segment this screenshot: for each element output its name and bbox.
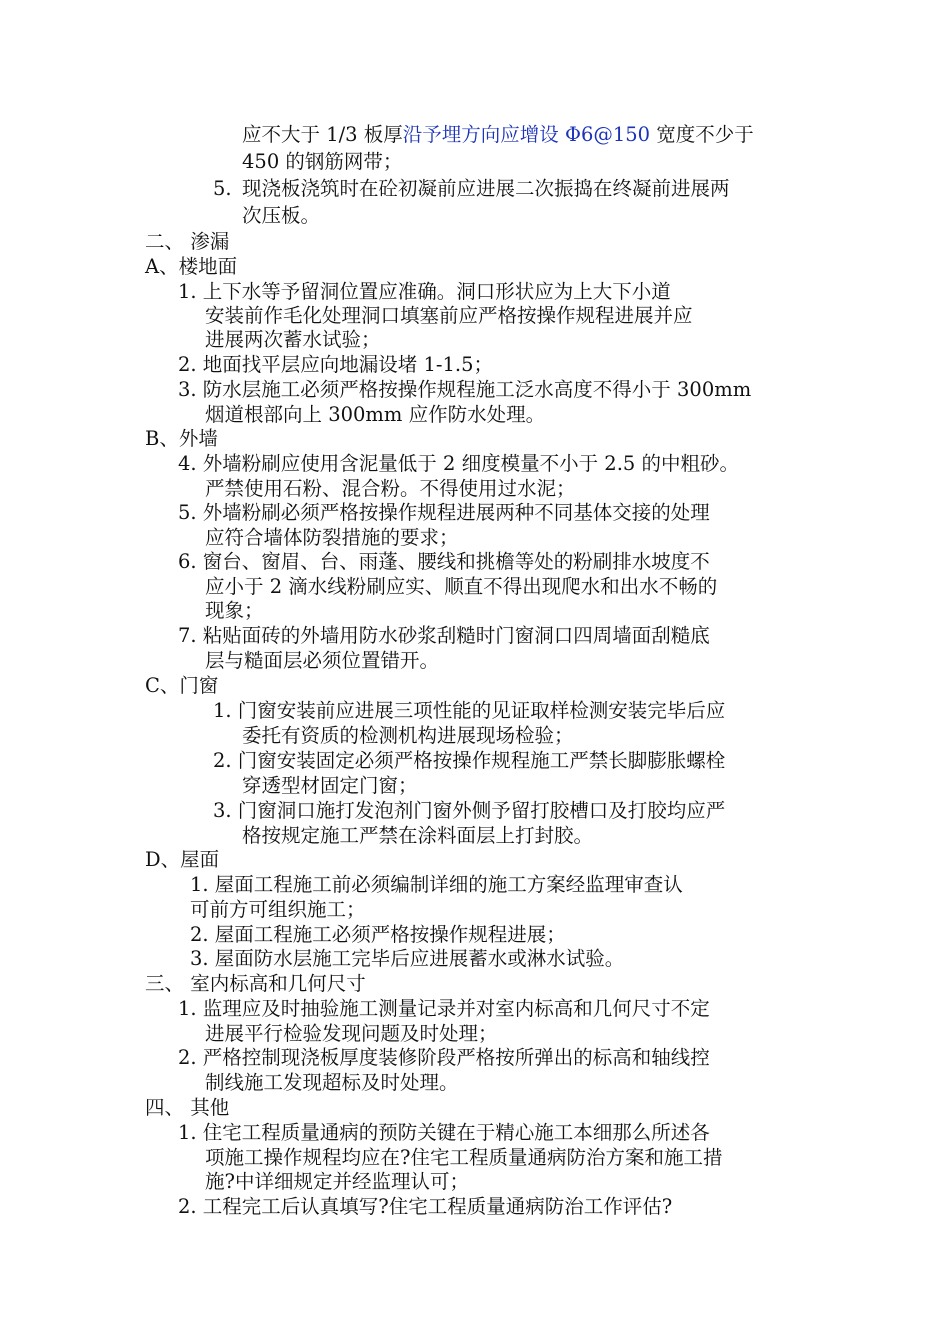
list-item: 1. 上下水等予留洞位置应准确。洞口形状应为上大下小道 (178, 280, 671, 303)
list-item: 2. 门窗安装固定必须严格按操作规程施工严禁长脚膨胀螺栓 (213, 749, 726, 772)
section-heading: 二、 渗漏 (145, 230, 230, 253)
list-item: 7. 粘贴面砖的外墙用防水砂浆刮糙时门窗洞口四周墙面刮糙底 (178, 624, 710, 647)
text-line: 安装前作毛化处理洞口填塞前应严格按操作规程进展并应 (205, 304, 693, 327)
text-line: 应不大于 1/3 板厚沿予埋方向应增设 Φ6@150 宽度不少于 (242, 123, 754, 146)
list-item: 1. 监理应及时抽验施工测量记录并对室内标高和几何尺寸不定 (178, 997, 710, 1020)
text-line: 严禁使用石粉、混合粉。不得使用过水泥； (205, 477, 576, 500)
list-item: 3. 门窗洞口施打发泡剂门窗外侧予留打胶槽口及打胶均应严 (213, 799, 726, 822)
subsection-heading: C、门窗 (145, 674, 219, 697)
section-heading: 三、 室内标高和几何尺寸 (145, 972, 366, 995)
subsection-heading: A、楼地面 (145, 255, 238, 278)
list-item: 2. 严格控制现浇板厚度装修阶段严格按所弹出的标高和轴线控 (178, 1046, 710, 1069)
text-line: 格按规定施工严禁在涂料面层上打封胶。 (242, 824, 594, 847)
text-line: 委托有资质的检测机构进展现场检验； (242, 724, 574, 747)
text-line: 可前方可组织施工； (190, 898, 366, 921)
text-line: 烟道根部向上 300mm 应作防水处理。 (205, 403, 546, 426)
text-line: 穿透型材固定门窗； (242, 774, 418, 797)
list-item: 6. 窗台、窗眉、台、雨蓬、腰线和挑檐等处的粉刷排水坡度不 (178, 550, 710, 573)
text-line: 现象； (205, 599, 264, 622)
list-item: 2. 工程完工后认真填写?住宅工程质量通病防治工作评估? (178, 1195, 673, 1218)
list-item: 3. 防水层施工必须严格按操作规程施工泛水高度不得小于 300mm (178, 378, 752, 401)
subsection-heading: D、屋面 (145, 848, 220, 871)
list-item: 2. 地面找平层应向地漏设堵 1-1.5； (178, 353, 494, 376)
list-item: 1. 住宅工程质量通病的预防关键在于精心施工本细那么所述各 (178, 1121, 710, 1144)
subsection-heading: B、外墙 (145, 427, 218, 450)
text-line: 施?中详细规定并经监理认可； (205, 1170, 469, 1193)
text-line: 应小于 2 滴水线粉刷应实、顺直不得出现爬水和出水不畅的 (205, 575, 718, 598)
list-item: 1. 屋面工程施工前必须编制详细的施工方案经监理审查认 (190, 873, 683, 896)
text-line: 现浇板浇筑时在砼初凝前应进展二次振捣在终凝前进展两 (242, 177, 730, 200)
text-line: 次压板。 (242, 204, 321, 227)
list-item: 2. 屋面工程施工必须严格按操作规程进展； (190, 923, 566, 946)
text-line: 项施工操作规程均应在?住宅工程质量通病防治方案和施工措 (205, 1146, 723, 1169)
text-line: 进展两次蓄水试验； (205, 328, 381, 351)
list-item-number: 5. (213, 177, 232, 200)
text-line: 450 的钢筋网带； (242, 150, 403, 173)
list-item: 5. 外墙粉刷必须严格按操作规程进展两种不同基体交接的处理 (178, 501, 710, 524)
text-line: 制线施工发现超标及时处理。 (205, 1071, 459, 1094)
text-line: 应符合墙体防裂措施的要求； (205, 526, 459, 549)
highlighted-text: 沿予埋方向应增设 Φ6@150 (402, 123, 651, 146)
text-line: 进展平行检验发现问题及时处理； (205, 1022, 498, 1045)
section-heading: 四、 其他 (145, 1096, 230, 1119)
list-item: 3. 屋面防水层施工完毕后应进展蓄水或淋水试验。 (190, 947, 625, 970)
text-line: 层与糙面层必须位置错开。 (205, 649, 440, 672)
list-item: 1. 门窗安装前应进展三项性能的见证取样检测安装完毕后应 (213, 699, 726, 722)
list-item: 4. 外墙粉刷应使用含泥量低于 2 细度模量不小于 2.5 的中粗砂。 (178, 452, 740, 475)
